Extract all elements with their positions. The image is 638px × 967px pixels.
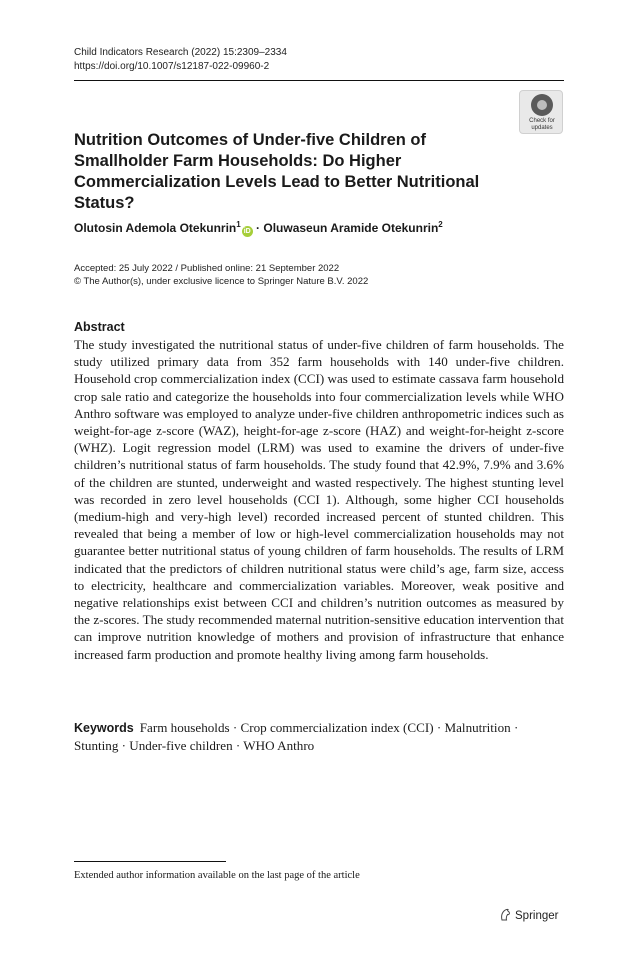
author-list: [74, 220, 443, 237]
article-title: Nutrition Outcomes of Under-five Children of Smallholder Farm Households: Do Higher Commercialization Levels Lead to Better Nutritional Status?: [74, 131, 480, 212]
author-info-footnote: Extended author information available on the last page of the article: [74, 870, 360, 881]
check-for-updates-badge[interactable]: [519, 90, 563, 134]
keywords-label: Keywords: [74, 721, 134, 735]
publisher-name: Springer: [515, 910, 559, 922]
keywords-section: [74, 719, 564, 754]
author-2-affiliation: 2: [438, 220, 443, 229]
author-1-affiliation: 1: [236, 220, 241, 229]
check-for-updates-icon: [531, 94, 553, 116]
check-for-updates-text: Check for updates: [529, 118, 555, 131]
footnote-rule: [74, 861, 226, 862]
author-2-name[interactable]: Oluwaseun Aramide Otekunrin: [263, 221, 439, 235]
abstract-heading: Abstract: [74, 320, 125, 334]
author-1-name[interactable]: Olutosin Ademola Otekunrin: [74, 221, 237, 235]
copyright-line: © The Author(s), under exclusive licence to Springer Nature B.V. 2022: [74, 276, 369, 287]
author-separator: ·: [252, 221, 264, 235]
doi-link[interactable]: https://doi.org/10.1007/s12187-022-09960-2: [74, 61, 270, 72]
springer-horse-icon: [500, 908, 511, 921]
publisher-logo: [500, 908, 558, 924]
orcid-icon[interactable]: iD: [243, 228, 251, 235]
journal-header: [74, 46, 287, 74]
abstract-body: The study investigated the nutritional status of under-five children of farm households. The study utilized primary data from 352 farm households with 140 under-five children. Household crop commercialization index (CCI) was used to estimate cassava farm household crop sale ratio and categorize the households into four commercialization levels while WHO Anthro software was employed to analyze under-five children anthropometric indices such as weight-for-age z-score (WAZ), height-for-age z-score (HAZ) and weight-for-height z-score (WHZ). Logit regression model (LRM) was used to examine the drivers of under-five children’s nutritional status of farm households. The study found that 42.9%, 7.9% and 3.6% of the children are stunted, underweight and wasted respectively. The highest stunting level was recorded in zero level households (CCI 1). Although, some higher CCI households (medium-high and very-high level) recorded increased percent of stunted children. This revealed that being a member of low or high-level commercialization households may not guarantee better nutritional status of young children of farm households. The results of LRM indicated that the predictors of children nutritional status were child’s age, farm size, access to electricity, healthcare and commercialization variables. Moreover, weak positive and negative relationships exist between CCI and children’s nutrition outcomes as measured by the z-scores. The study recommended maternal nutrition-sensitive education intervention that can improve nutrition knowledge of mothers and provision of infrastructure that enhance increased farm production and promote healthy living among farm households.: [74, 337, 564, 662]
keywords-list: Farm households · Crop commercialization index (CCI) · Malnutrition · Stunting · Under-five children · WHO Anthro: [74, 720, 519, 754]
accepted-published-line: Accepted: 25 July 2022 / Published online: 21 September 2022: [74, 263, 340, 274]
publication-dates: [74, 262, 368, 288]
journal-citation: Child Indicators Research (2022) 15:2309–2334: [74, 47, 287, 58]
header-rule: [74, 80, 564, 81]
